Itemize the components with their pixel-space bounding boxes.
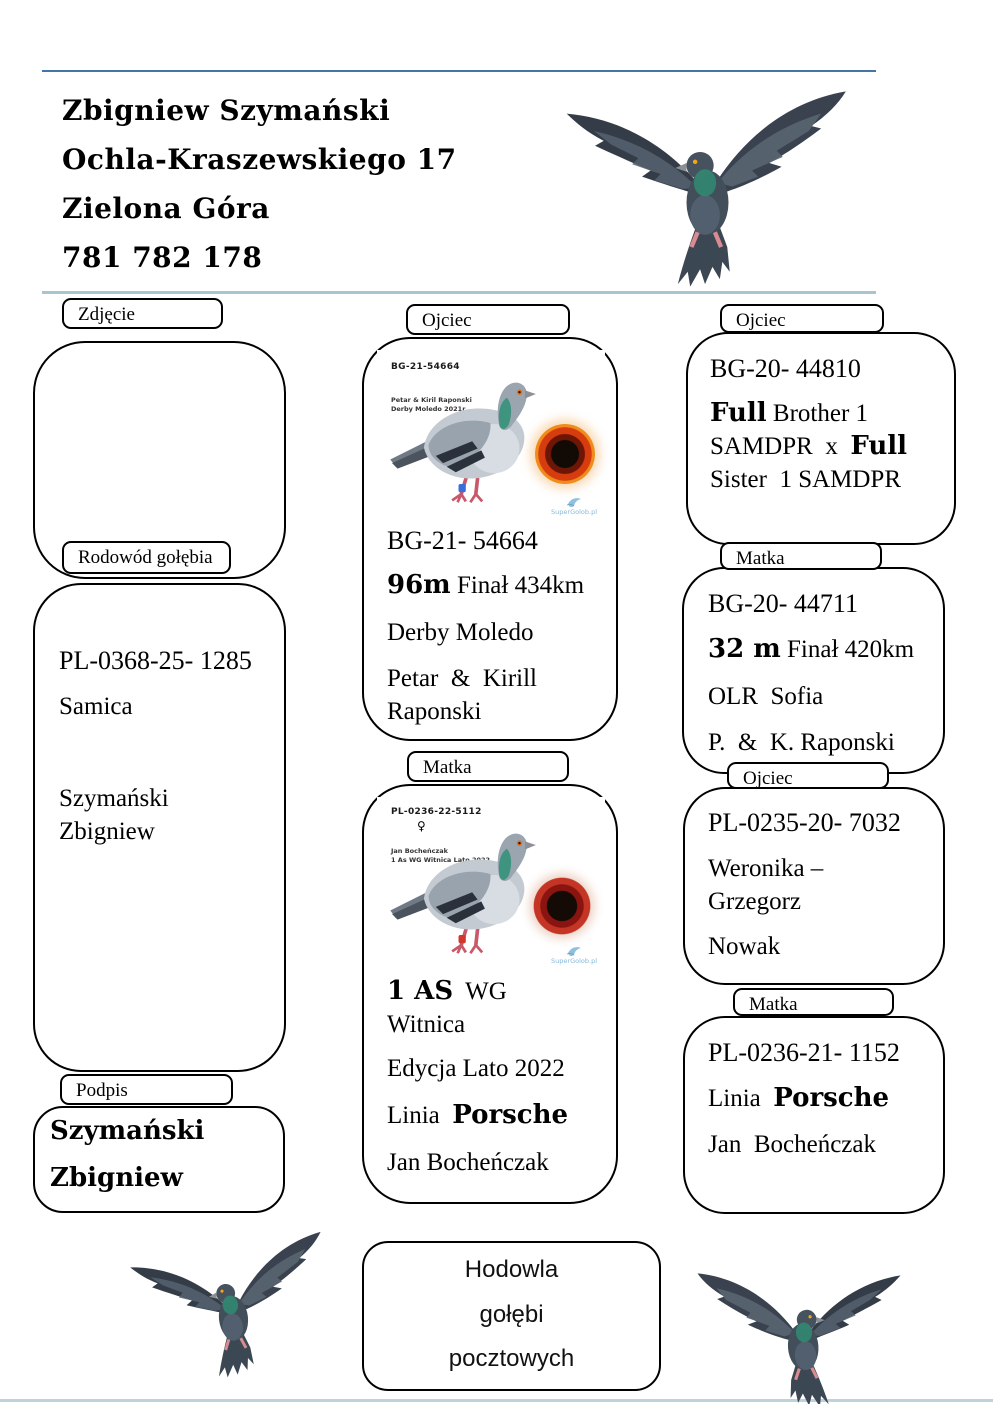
breeder-city: Zielona Góra <box>62 192 270 225</box>
pedigree-label: Rodowód gołębia <box>62 541 231 574</box>
supergolob-watermark: SuperGolob.pl <box>551 496 597 516</box>
flying-pigeon-image <box>535 84 880 294</box>
grandfather2-surname: Nowak <box>708 933 781 960</box>
mother-photo-card <box>377 797 605 969</box>
grandmother2-label: Matka <box>733 988 894 1016</box>
father-eye-photo <box>535 424 595 484</box>
breeder-phone: 781 782 178 <box>62 241 263 274</box>
grandfather1-note: Full Brother 1 SAMDPR x Full Sister 1 SAMDPR <box>710 398 914 493</box>
female-symbol: ♀ <box>417 819 426 833</box>
main-bird-owner: Szymański Zbigniew <box>59 785 175 845</box>
supergolob-watermark: SuperGolob.pl <box>551 945 597 965</box>
father-breeder: Petar & Kirill Raponski <box>387 665 544 725</box>
grandmother1-label: Matka <box>720 542 882 570</box>
grandfather2-label: Ojciec <box>727 762 889 789</box>
mother-card-breeder: Jan Bocheńczak <box>391 847 448 855</box>
grandmother1-race: OLR Sofia <box>708 683 824 710</box>
loft-title-line1: Hodowla <box>464 1256 559 1283</box>
mother-line: Linia Porsche <box>387 1100 569 1130</box>
top-divider <box>42 70 876 72</box>
mother-eye-photo <box>533 877 591 935</box>
signature-label: Podpis <box>60 1074 233 1105</box>
mother-card-ring: PL-0236-22-5112 <box>391 807 482 817</box>
signature-line2: Zbigniew <box>50 1163 183 1193</box>
father-photo-card <box>377 350 605 520</box>
father-label: Ojciec <box>406 304 570 335</box>
father-race: Derby Moledo <box>387 619 534 646</box>
mother-pigeon-photo <box>383 809 565 961</box>
breeder-street: Ochla-Kraszewskiego 17 <box>62 143 457 176</box>
grandmother1-breeder: P. & K. Raponski <box>708 729 895 756</box>
signature-line1: Szymański <box>50 1116 205 1146</box>
grandfather1-label: Ojciec <box>720 304 884 333</box>
main-bird-ring: PL-0368-25- 1285 <box>59 646 252 675</box>
watermark-bird-icon <box>566 496 582 508</box>
mother-label: Matka <box>407 751 569 782</box>
grandmother2-line: Linia Porsche <box>708 1083 890 1113</box>
father-pigeon-photo <box>383 358 565 510</box>
grandmother2-ring: PL-0236-21- 1152 <box>708 1038 900 1067</box>
father-result: 96m Finał 434km <box>387 570 585 600</box>
grandmother2-breeder: Jan Bocheńczak <box>708 1131 876 1158</box>
grandfather2-ring: PL-0235-20- 7032 <box>708 808 901 837</box>
footer-right-pigeon-image <box>690 1251 915 1404</box>
grandfather2-name: Weronika – Grzegorz <box>708 855 830 915</box>
loft-title-line3: pocztowych <box>448 1345 575 1372</box>
father-ring: BG-21- 54664 <box>387 526 538 555</box>
breeder-name: Zbigniew Szymański <box>62 94 391 127</box>
photo-label: Zdjęcie <box>62 298 223 329</box>
father-card-breeder: Petar & Kiril Raponski <box>391 396 472 404</box>
mother-title: 1 AS WG Witnica <box>387 976 513 1038</box>
grandmother1-result: 32 m Finał 420km <box>708 634 915 664</box>
mother-card-event: 1 As WG Witnica Lato 2022 <box>391 856 491 864</box>
footer-left-pigeon-image <box>122 1218 343 1401</box>
grandfather1-ring: BG-20- 44810 <box>710 354 861 383</box>
loft-title-box <box>362 1241 661 1391</box>
main-bird-sex: Samica <box>59 693 133 720</box>
loft-title-line2: gołębi <box>479 1301 544 1328</box>
mother-edition: Edycja Lato 2022 <box>387 1055 565 1082</box>
watermark-bird-icon <box>566 945 582 957</box>
grandmother1-ring: BG-20- 44711 <box>708 589 858 618</box>
father-card-event: Derby Moledo 2021r <box>391 405 466 413</box>
father-card-ring: BG-21-54664 <box>391 362 460 372</box>
mother-breeder: Jan Bocheńczak <box>387 1149 549 1176</box>
